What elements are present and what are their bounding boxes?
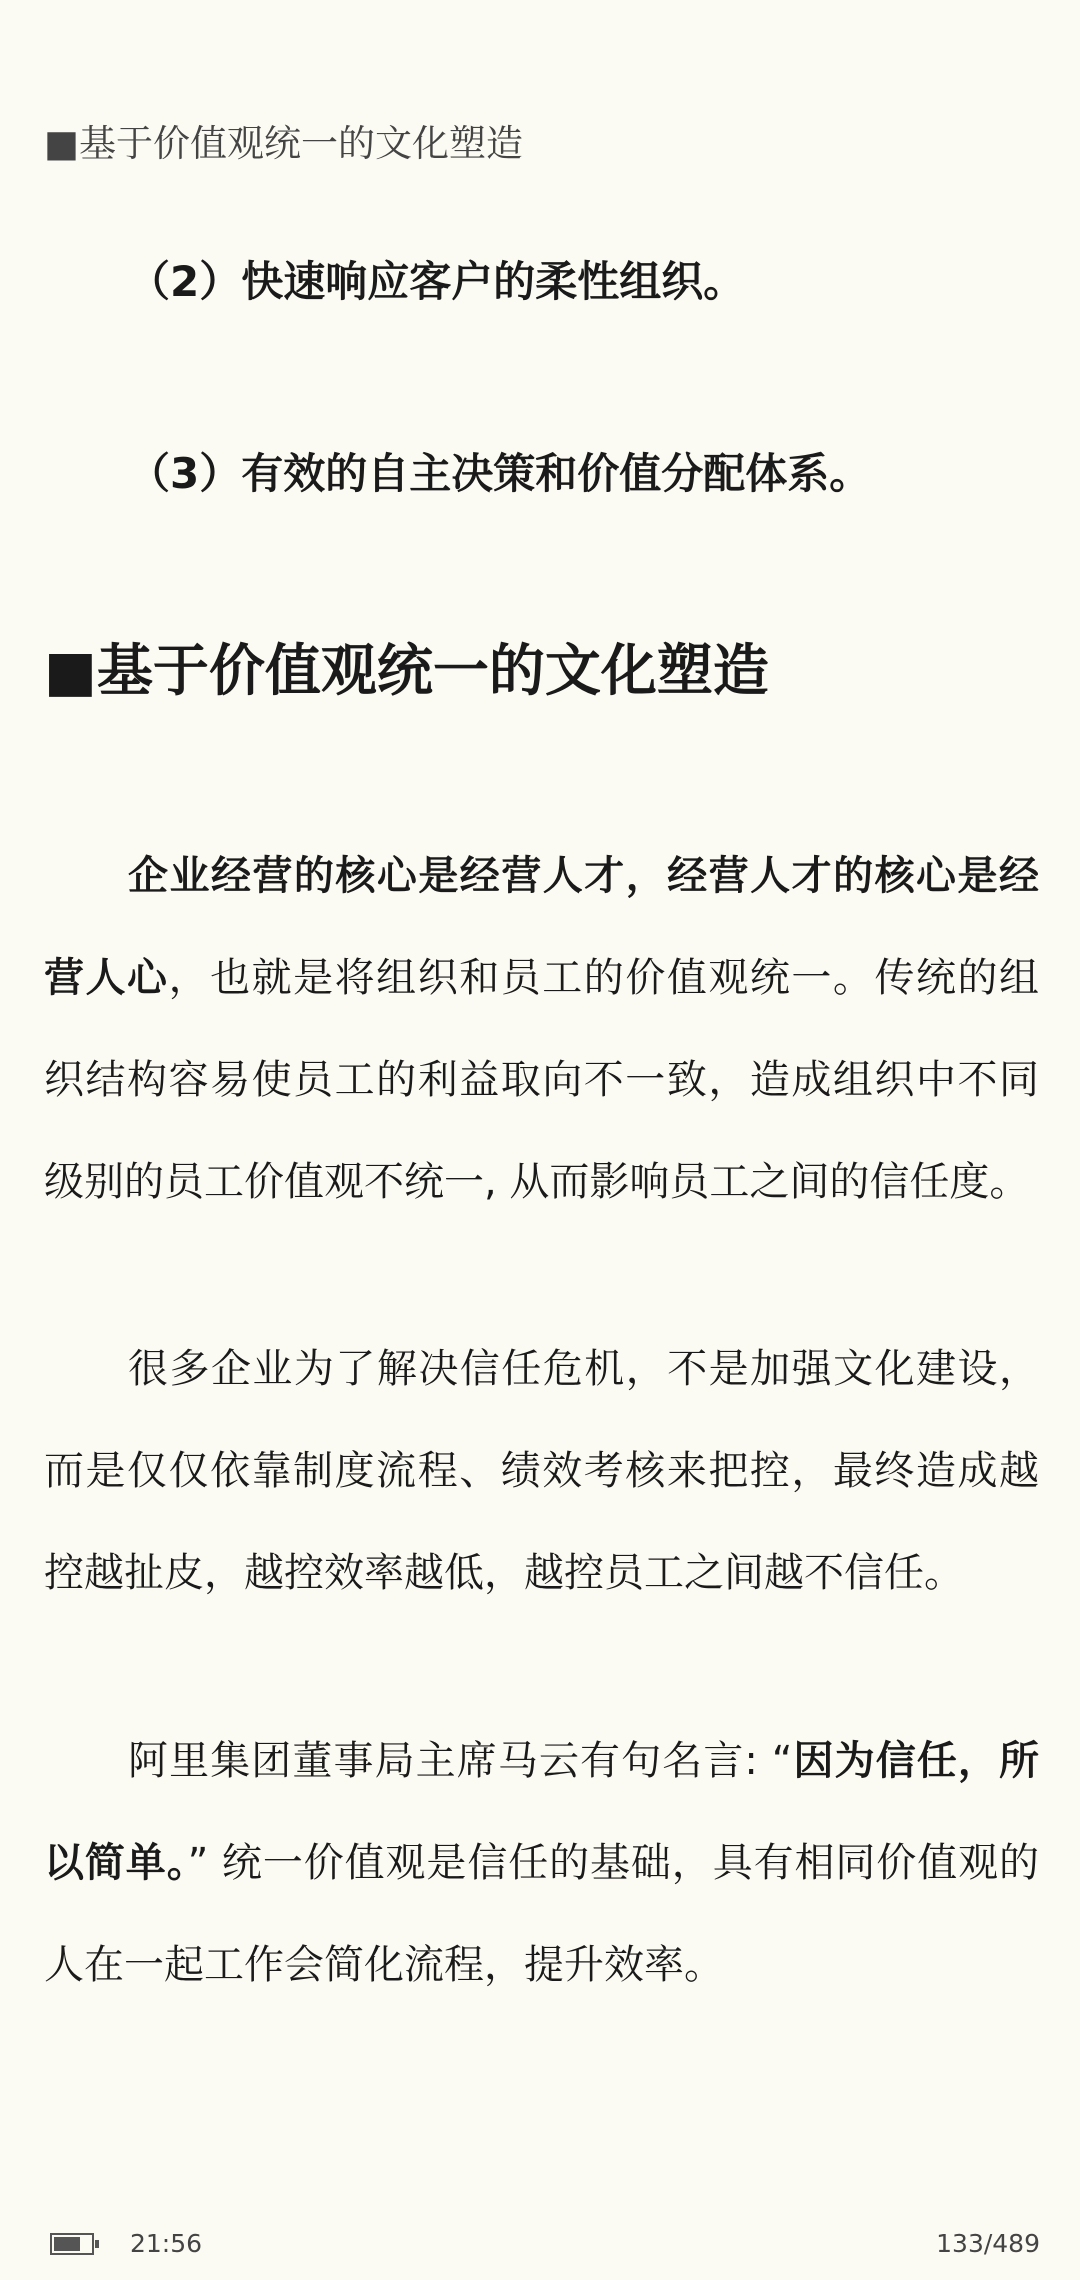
list-item-3 (44, 444, 1039, 504)
bold-phrase: 企业经营的核心是经营人才，经营人才的核心是经营人心 (44, 853, 1039, 1001)
section-heading: ■基于价值观统一的文化塑造 (44, 639, 769, 704)
paragraph-3 (44, 1710, 1039, 2016)
running-header: ■基于价值观统一的文化塑造 (44, 122, 523, 165)
paragraph-2 (44, 1318, 1039, 1624)
reader-status-bar (0, 2220, 1080, 2270)
battery-level-fill (54, 2237, 80, 2251)
battery-icon (50, 2233, 94, 2255)
list-item-text: （2）快速响应客户的柔性组织。 (128, 257, 746, 306)
paragraph-rest: ，也就是将组织和员工的价值观统一。传统的组织结构容易使员工的利益取向不一致，造成组织中不同级别的员工价值观不统一, 从而影响员工之间的信任度。 (44, 955, 1040, 1205)
quote-bold: 因为信任，所以简单。 (44, 1738, 1040, 1886)
paragraph-1 (44, 825, 1039, 1233)
paragraph-text (44, 825, 1039, 1233)
paragraph-lead: 阿里集团董事局主席马云有句名言: “ (128, 1738, 793, 1784)
paragraph-text: 很多企业为了解决信任危机，不是加强文化建设，而是仅仅依靠制度流程、绩效考核来把控，最终造成越控越扯皮，越控效率越低，越控员工之间越不信任。 (44, 1346, 1039, 1596)
section-heading-block (44, 634, 1039, 710)
page-indicator: 133/489 (936, 2229, 1040, 2258)
battery-cap (95, 2240, 99, 2248)
list-item-text: （3）有效的自主决策和价值分配体系。 (128, 449, 872, 498)
paragraph-rest: ” 统一价值观是信任的基础，具有相同价值观的人在一起工作会简化流程，提升效率。 (44, 1840, 1039, 1988)
paragraph-text (44, 1710, 1039, 2016)
clock-time: 21:56 (130, 2229, 203, 2258)
list-item-2 (44, 252, 1039, 312)
